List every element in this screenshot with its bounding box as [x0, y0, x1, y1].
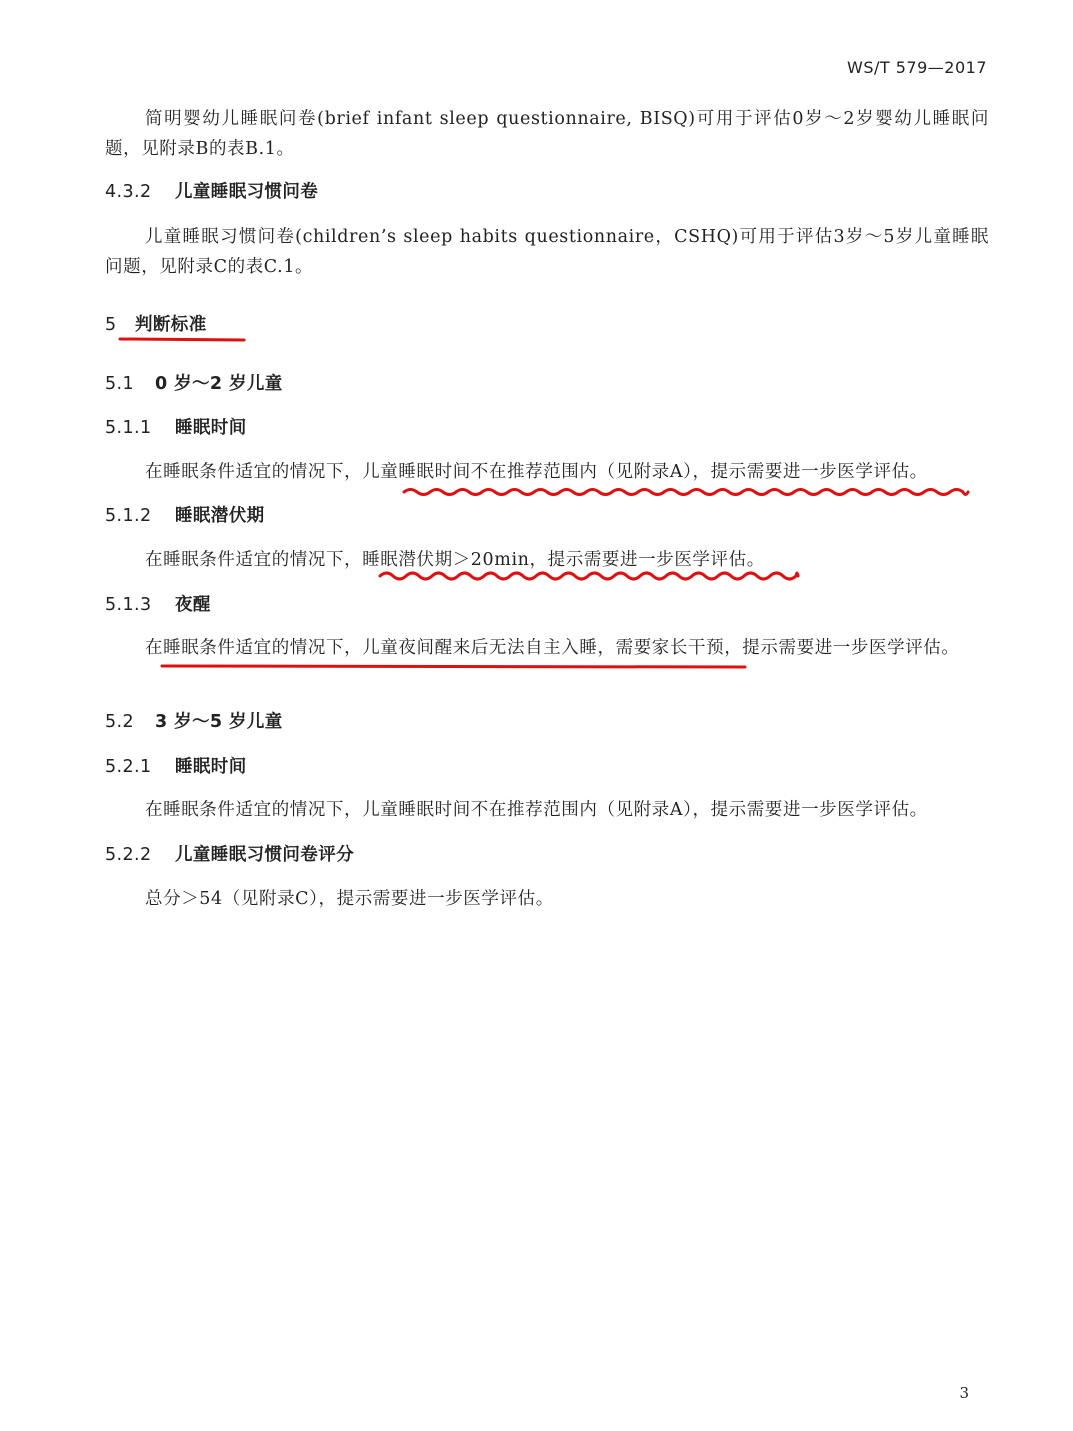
paragraph-5-2-2: 总分＞54（见附录C），提示需要进一步医学评估。 [145, 889, 554, 909]
heading-5-1-1 [105, 414, 247, 439]
paragraph-5-1-3: 在睡眠条件适宜的情况下，儿童夜间醒来后无法自主入睡，需要家长干预，提示需要进一步医学评估。 [145, 638, 960, 658]
section-number: 5.2 [105, 712, 135, 732]
wavy-underline-5-1-1 [404, 490, 968, 495]
section-number: 5.1.3 [105, 595, 152, 615]
document-code: WS/T 579—2017 [847, 58, 987, 77]
heading-4-3-2 [105, 178, 318, 203]
heading-5-1-3 [105, 591, 211, 616]
section-number: 5.1 [105, 374, 135, 394]
section-title: 3 岁～5 岁儿童 [155, 712, 283, 732]
heading-5-2-2 [105, 841, 354, 866]
section-number: 4.3.2 [105, 182, 152, 202]
section-title: 儿童睡眠习惯问卷评分 [175, 845, 354, 865]
section-number: 5.2.1 [105, 757, 152, 777]
section-number: 5 [105, 315, 117, 335]
paragraph-bisq: 简明婴幼儿睡眠问卷(brief infant sleep questionnaire, BISQ)可用于评估0岁～2岁婴幼儿睡眠问题，见附录B的表B.1。 [105, 109, 989, 159]
page-number: 3 [959, 1384, 969, 1402]
paragraph-cshq: 儿童睡眠习惯问卷(children’s sleep habits questionnaire，CSHQ)可用于评估3岁～5岁儿童睡眠问题，见附录C的表C.1。 [105, 227, 989, 277]
section-number: 5.1.1 [105, 418, 152, 438]
section-number: 5.1.2 [105, 506, 152, 526]
heading-5 [105, 311, 207, 336]
heading-5-2 [105, 708, 283, 733]
heading-5-1 [105, 370, 283, 395]
section-number: 5.2.2 [105, 845, 152, 865]
section-title: 夜醒 [175, 595, 211, 615]
underline-5-1-3 [162, 666, 745, 667]
section-title: 睡眠时间 [175, 418, 247, 438]
section-title: 0 岁～2 岁儿童 [155, 374, 283, 394]
heading-5-2-1 [105, 753, 247, 778]
section-title: 睡眠时间 [175, 757, 247, 777]
paragraph-5-2-1: 在睡眠条件适宜的情况下，儿童睡眠时间不在推荐范围内（见附录A），提示需要进一步医学评估。 [145, 800, 928, 820]
paragraph-5-1-1: 在睡眠条件适宜的情况下，儿童睡眠时间不在推荐范围内（见附录A），提示需要进一步医学评估。 [145, 462, 928, 482]
section-title: 儿童睡眠习惯问卷 [175, 182, 319, 202]
section-title: 判断标准 [135, 315, 207, 335]
heading-5-1-2 [105, 502, 265, 527]
section-title: 睡眠潜伏期 [175, 506, 265, 526]
underline-heading-5 [120, 339, 244, 340]
paragraph-5-1-2: 在睡眠条件适宜的情况下，睡眠潜伏期＞20min，提示需要进一步医学评估。 [145, 550, 765, 570]
